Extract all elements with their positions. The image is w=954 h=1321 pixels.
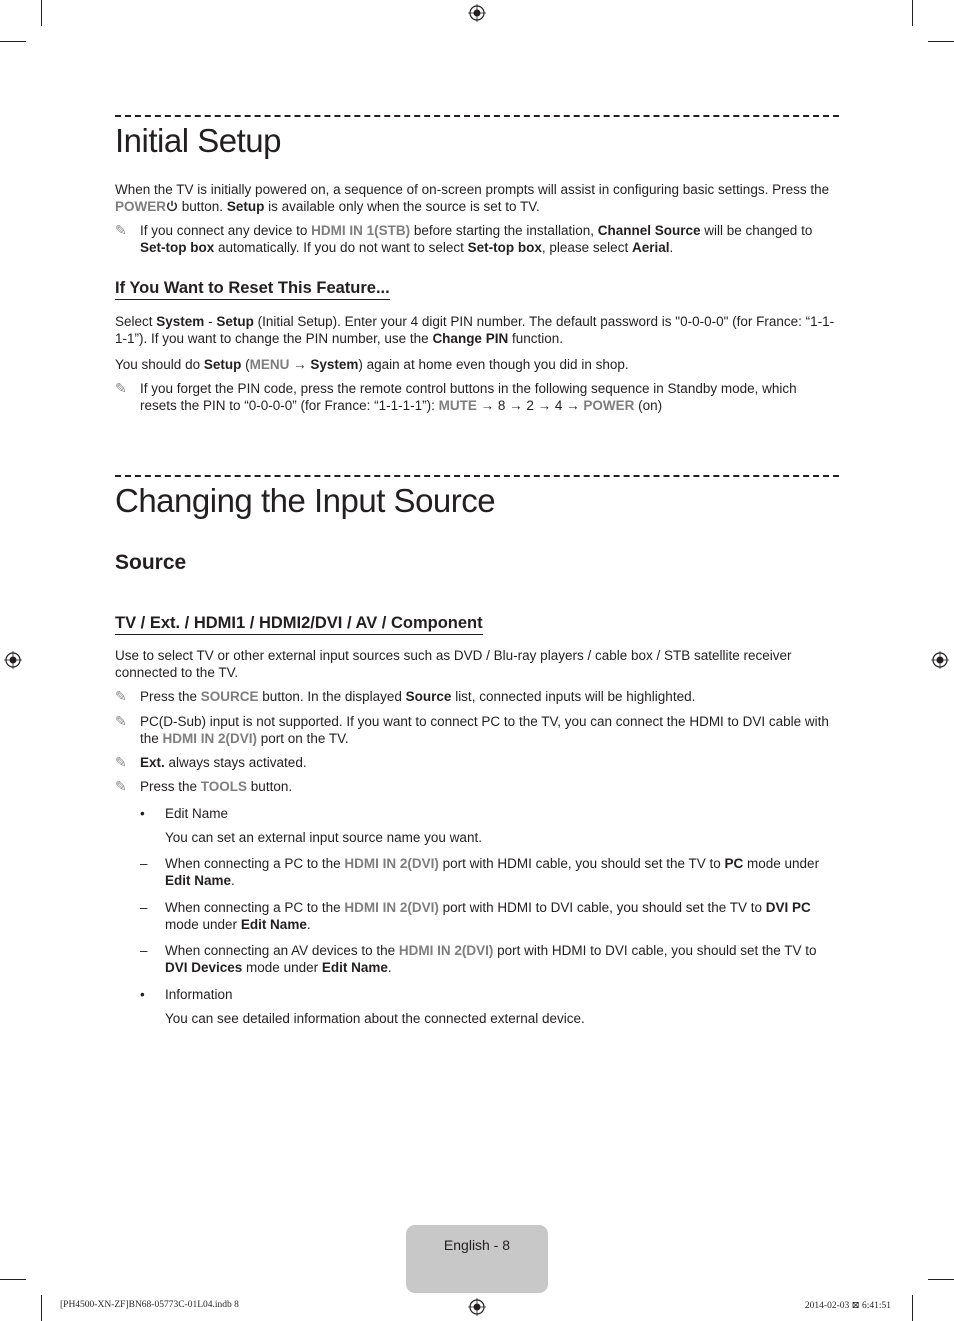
section-title-initial-setup: Initial Setup bbox=[115, 122, 281, 159]
edit-name-description: You can set an external input source name you want. bbox=[165, 830, 482, 845]
section-title-changing-input-source: Changing the Input Source bbox=[115, 482, 496, 519]
initial-setup-intro: When the TV is initially powered on, a sequence of on-screen prompts will assist in configuring basic settings. Press the POWER button. Setup is available only when the source is set to TV. bbox=[115, 182, 830, 214]
registration-mark-icon bbox=[468, 1298, 486, 1316]
crop-mark bbox=[41, 0, 42, 26]
dash-item-pc-hdmi: – When connecting a PC to the HDMI IN 2(DVI) port with HDMI cable, you should set the TV to PC mode under Edit Name. bbox=[140, 856, 820, 888]
registration-mark-icon bbox=[4, 651, 22, 669]
dash-mark: – bbox=[140, 943, 148, 958]
note-pc-dsub: ✎ PC(D-Sub) input is not supported. If you want to connect PC to the TV, you can connect the HDMI to DVI cable with the HDMI IN 2(DVI) port on the TV. bbox=[115, 713, 829, 746]
note-icon: ✎ bbox=[115, 778, 127, 794]
input-list-heading: TV / Ext. / HDMI1 / HDMI2/DVI / AV / Component bbox=[115, 613, 483, 635]
note-source-button: ✎ Press the SOURCE button. In the displayed Source list, connected inputs will be highlighted. bbox=[115, 688, 696, 704]
power-icon bbox=[166, 200, 178, 212]
setup-again-paragraph: You should do Setup (MENU → System) again at home even though you did in shop. bbox=[115, 357, 629, 372]
section-divider bbox=[115, 475, 839, 477]
source-subtitle: Source bbox=[115, 551, 187, 574]
note-icon: ✎ bbox=[115, 222, 127, 238]
bullet-information: • Information bbox=[140, 987, 233, 1002]
crop-mark bbox=[928, 1279, 954, 1280]
note-tools-button: ✎ Press the TOOLS button. bbox=[115, 778, 293, 794]
print-slug-left: [PH4500-XN-ZF]BN68-05773C-01L04.indb 8 bbox=[60, 1300, 239, 1310]
registration-mark-icon bbox=[931, 651, 949, 669]
print-slug-right: 2014-02-03 ⊠ 6:41:51 bbox=[804, 1301, 891, 1311]
bullet-mark: • bbox=[140, 987, 145, 1002]
crop-mark bbox=[41, 1295, 42, 1321]
crop-mark bbox=[0, 1279, 26, 1280]
information-description: You can see detailed information about the connected external device. bbox=[165, 1011, 585, 1026]
page-number-tab bbox=[406, 1225, 548, 1293]
dash-item-pc-dvi: – When connecting a PC to the HDMI IN 2(DVI) port with HDMI to DVI cable, you should set the TV to DVI PC mode under Edit Name. bbox=[140, 900, 811, 932]
crop-mark bbox=[928, 41, 954, 42]
source-intro: Use to select TV or other external input sources such as DVD / Blu-ray players / cable box / STB satellite receiver connected to the TV. bbox=[115, 648, 792, 680]
page-number-label: English - 8 bbox=[443, 1237, 511, 1253]
note-icon: ✎ bbox=[115, 380, 127, 396]
note-icon: ✎ bbox=[115, 754, 127, 770]
crop-mark bbox=[0, 41, 26, 42]
section-divider bbox=[115, 115, 839, 117]
dash-item-av-dvi: – When connecting an AV devices to the HDMI IN 2(DVI) port with HDMI to DVI cable, you should set the TV to DVI Devices mode under Edit Name. bbox=[140, 943, 817, 975]
note-icon: ✎ bbox=[115, 688, 127, 704]
reset-feature-heading: If You Want to Reset This Feature... bbox=[115, 278, 390, 300]
reset-paragraph: Select System - Setup (Initial Setup). Enter your 4 digit PIN number. The default password is "0-0-0-0" (for France: “1-1-1-1”). If you want to change the PIN number, use the Change PIN function. bbox=[115, 314, 835, 346]
dash-mark: – bbox=[140, 900, 148, 915]
bullet-edit-name: • Edit Name bbox=[140, 806, 229, 821]
crop-mark bbox=[912, 0, 913, 26]
bullet-mark: • bbox=[140, 806, 145, 821]
note-forget-pin: ✎ If you forget the PIN code, press the remote control buttons in the following sequence in Standby mode, which resets the PIN to “0-0-0-0” (for France: “1-1-1-1”): MUTE → 8 → 2 → 4 → POWER (on) bbox=[115, 380, 797, 413]
registration-mark-icon bbox=[468, 4, 486, 22]
crop-mark bbox=[912, 1295, 913, 1321]
note-icon: ✎ bbox=[115, 713, 127, 729]
note-hdmi-stb: ✎ If you connect any device to HDMI IN 1(STB) before starting the installation, Channel Source will be changed to Set-top box automatically. If you do not want to select Set-top box, please select Aerial. bbox=[115, 222, 813, 255]
dash-mark: – bbox=[140, 856, 148, 871]
note-ext-active: ✎ Ext. always stays activated. bbox=[115, 754, 307, 770]
